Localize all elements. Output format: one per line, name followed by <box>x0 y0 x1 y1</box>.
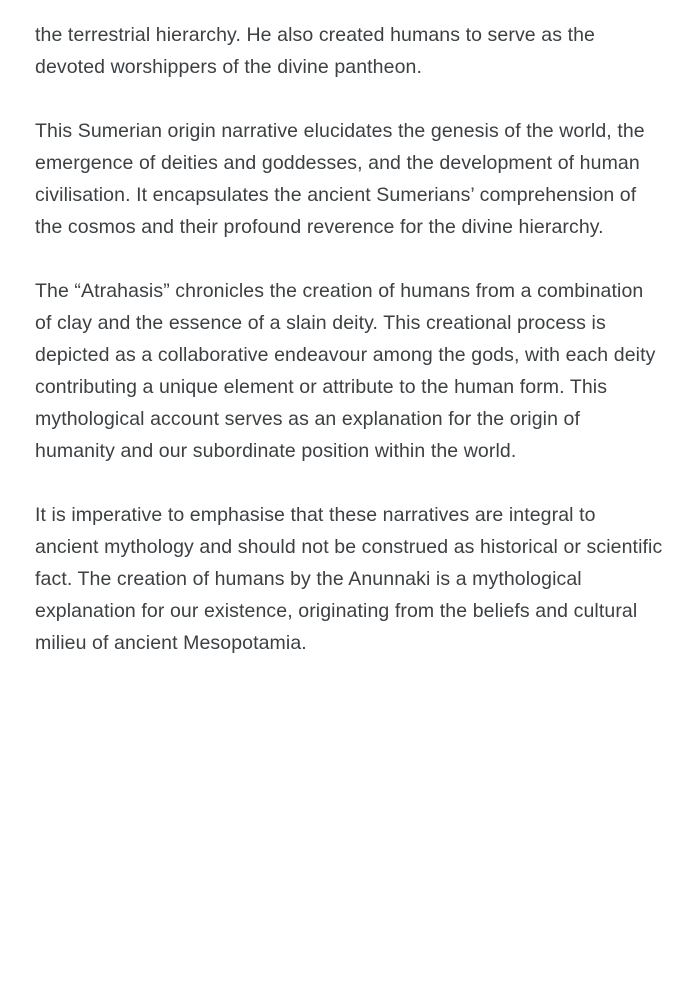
paragraph-4: It is imperative to emphasise that these narratives are integral to ancient mythology and should not be construed as historical or scientific fact. The creation of humans by the Anunnaki is a mythological explanation for our existence, originating from the beliefs and cultural milieu of ancient Mesopotamia. <box>35 504 663 654</box>
paragraph-1: the terrestrial hierarchy. He also created humans to serve as the devoted worshippers of the divine pantheon. <box>35 24 595 78</box>
paragraph-2: This Sumerian origin narrative elucidates the genesis of the world, the emergence of deities and goddesses, and the development of human civilisation. It encapsulates the ancient Sumerians’ comprehension of the cosmos and their profound reverence for the divine hierarchy. <box>35 120 645 238</box>
paragraph-3: The “Atrahasis” chronicles the creation of humans from a combination of clay and the essence of a slain deity. This creational process is depicted as a collaborative endeavour among the gods, with each deity contributing a unique element or attribute to the human form. This mythological account serves as an explanation for the origin of humanity and our subordinate position within the world. <box>35 280 656 462</box>
document-body-text <box>35 19 664 659</box>
